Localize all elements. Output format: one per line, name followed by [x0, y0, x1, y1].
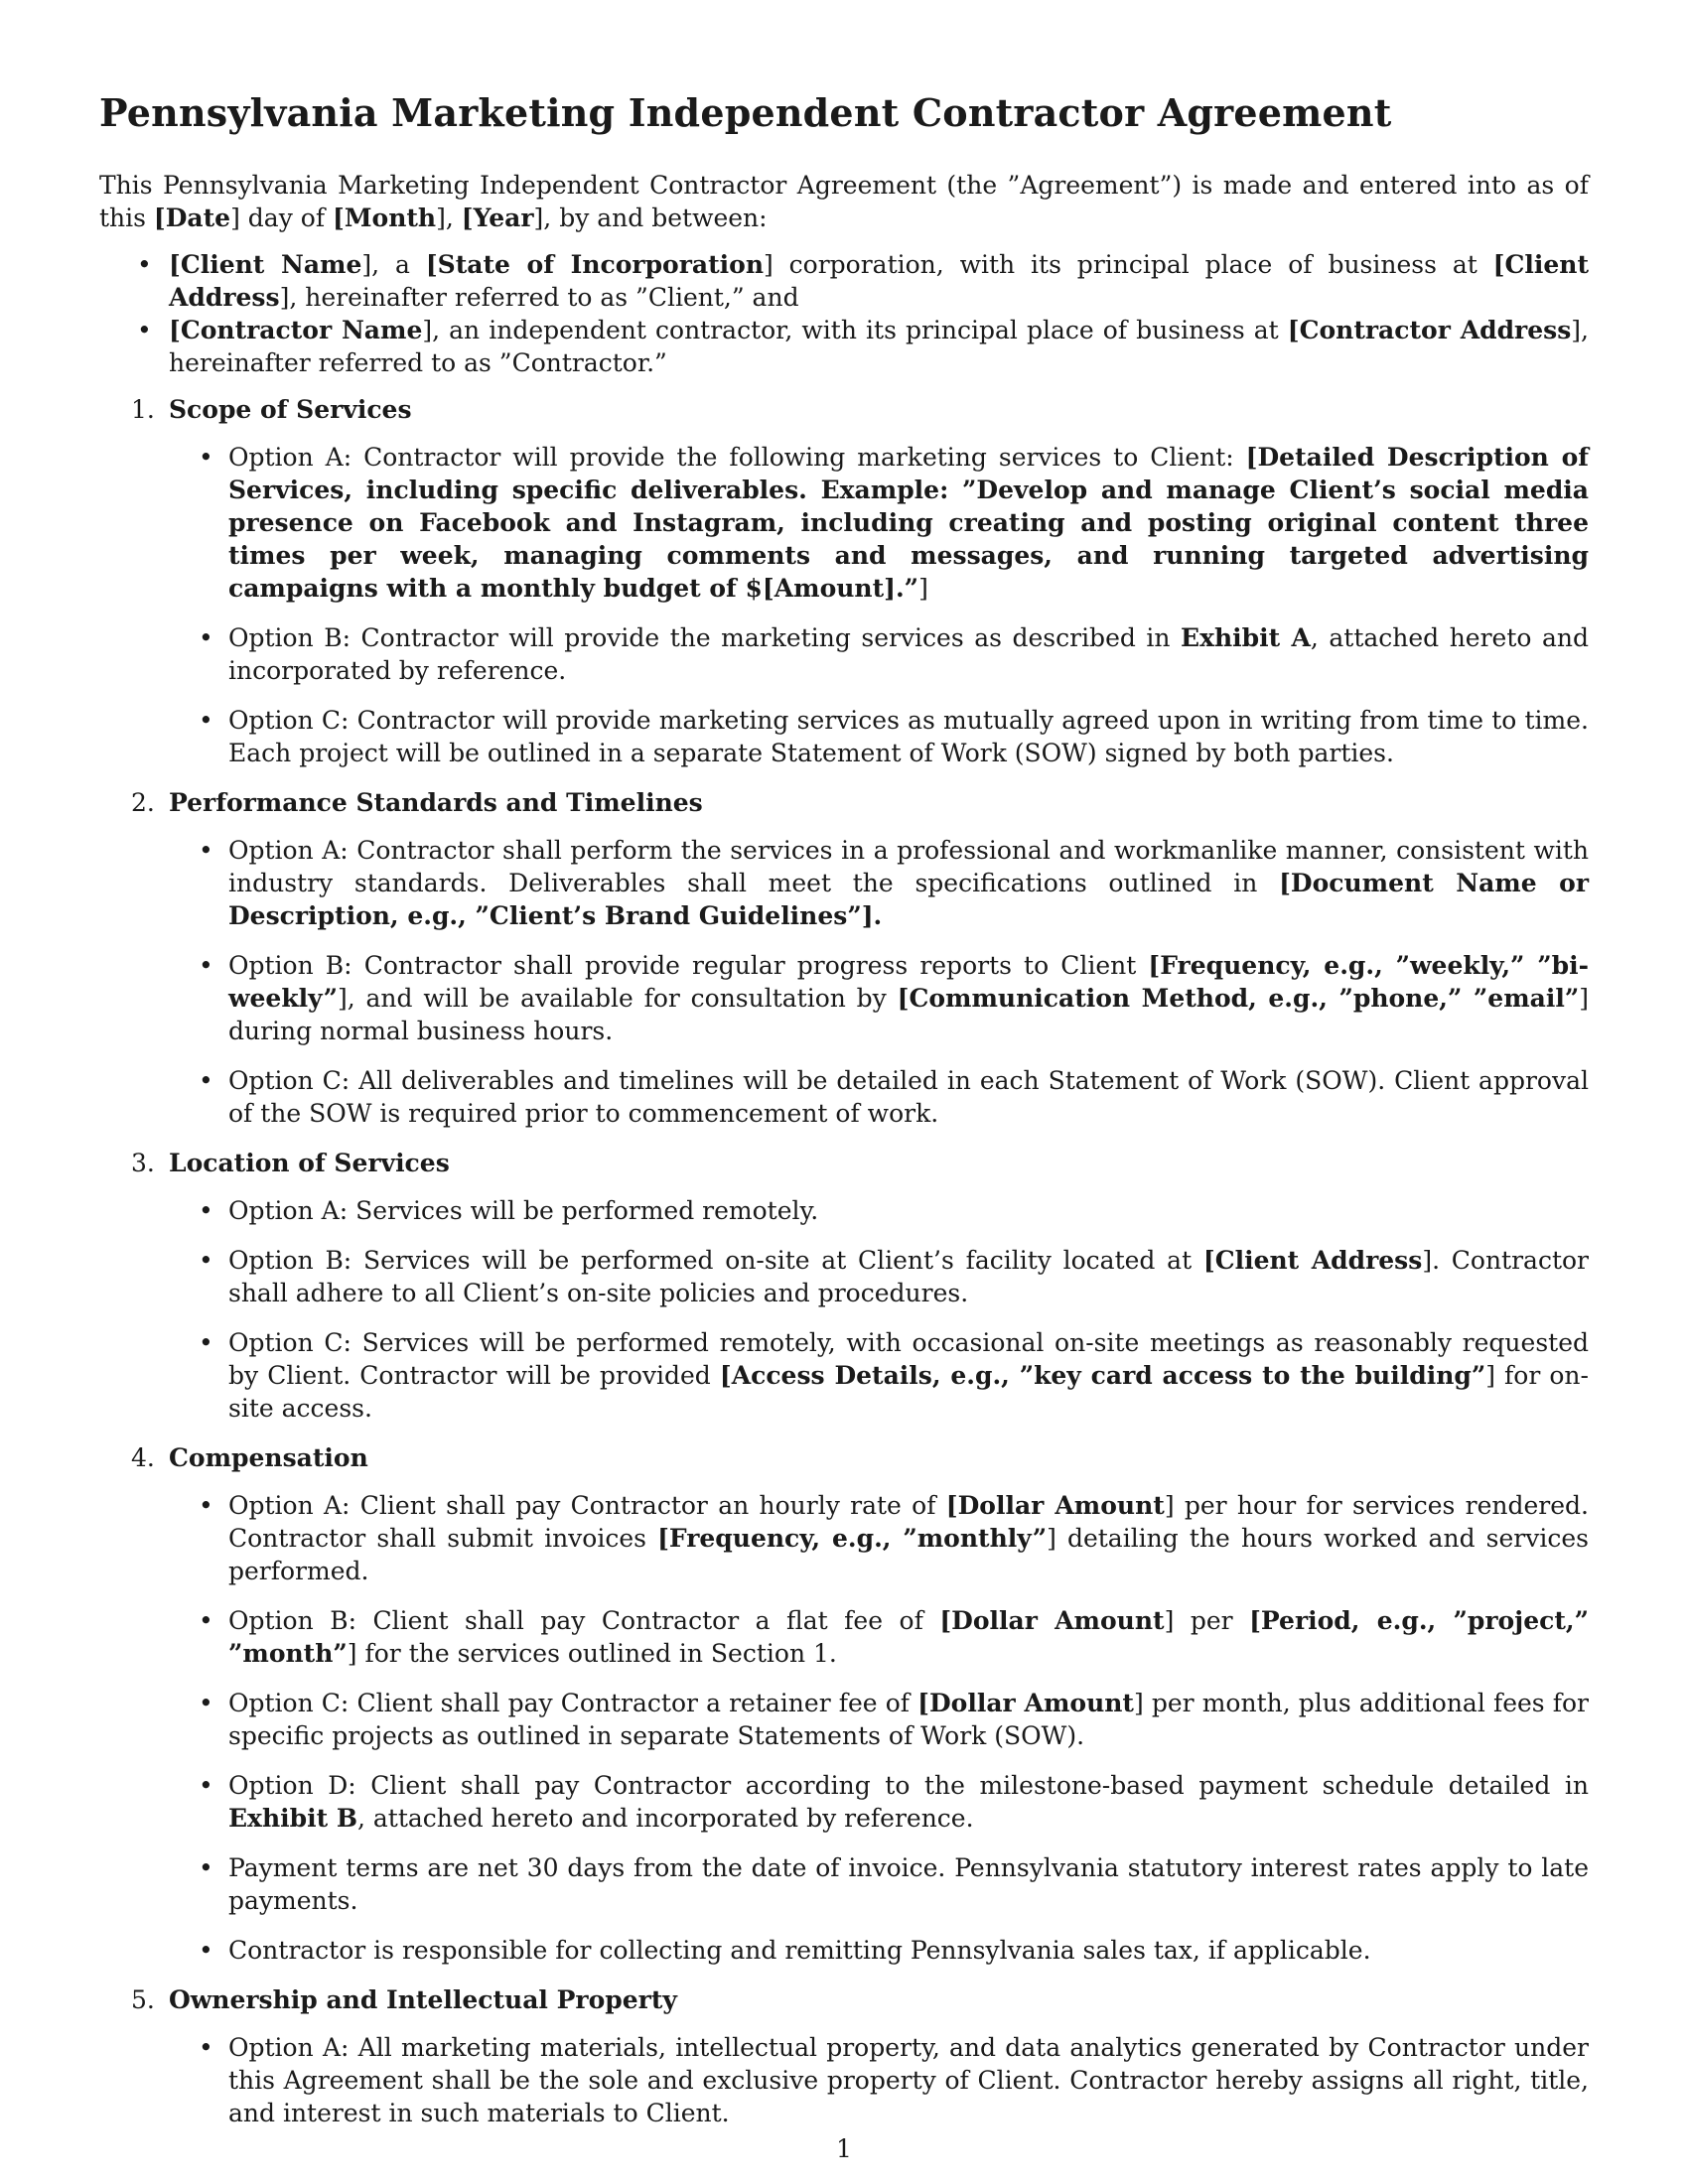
parties-list	[99, 248, 1589, 379]
options-list	[169, 1489, 1589, 1967]
option-placeholder: [Frequency, e.g., ”monthly”	[657, 1524, 1048, 1553]
option-text: Option B: Contractor will provide the marketing services as described in	[228, 623, 1182, 652]
year-placeholder: [Year	[461, 204, 534, 232]
month-placeholder: [Month	[333, 204, 437, 232]
intro-text: ], by and between:	[533, 204, 768, 232]
option-text: , attached hereto and incorporated by reference.	[357, 1804, 974, 1833]
section-title: Performance Standards and Timelines	[169, 788, 703, 817]
option-placeholder: [Detailed Description of Services, including specific deliverables. Example: ”Develop and manage Client’s social media presence on Facebook and Instagram, including creating and posting original content three times per week, managing comments and messages, and running targeted advertising campaigns with a monthly budget of $[Amount].”	[228, 443, 1589, 603]
option-text: Option B: Services will be performed on-site at Client’s facility located at	[228, 1246, 1203, 1275]
option-placeholder: [Dollar Amount	[939, 1606, 1165, 1635]
intro-text: ] day of	[230, 204, 334, 232]
section-location-of-services	[131, 1147, 1589, 1425]
option-text: ] during normal business hours.	[228, 984, 1589, 1045]
option-item	[228, 1194, 1589, 1227]
option-placeholder: [Frequency, e.g., ”weekly,” ”bi-weekly”	[228, 951, 1589, 1013]
exhibit-reference: Exhibit A	[1181, 623, 1311, 652]
options-list	[169, 2031, 1589, 2129]
options-list	[169, 1194, 1589, 1425]
exhibit-reference: Exhibit B	[228, 1804, 357, 1833]
option-item	[228, 1769, 1589, 1835]
section-scope-of-services	[131, 393, 1589, 769]
option-placeholder: [Communication Method, e.g., ”phone,” ”email”	[897, 984, 1580, 1013]
party-text: ], an independent contractor, with its principal place of business at	[422, 316, 1288, 344]
intro-text: ],	[436, 204, 462, 232]
option-placeholder: [Dollar Amount	[945, 1491, 1165, 1520]
option-item	[228, 621, 1589, 687]
option-text: ], and will be available for consultation by	[337, 984, 898, 1013]
option-text: ] for the services outlined in Section 1.	[347, 1639, 837, 1668]
option-text: Option D: Client shall pay Contractor according to the milestone-based payment schedule detailed in	[228, 1771, 1589, 1800]
section-title: Compensation	[169, 1443, 368, 1472]
client-name-placeholder: [Client Name	[169, 250, 362, 279]
document-title: Pennsylvania Marketing Independent Contractor Agreement	[99, 90, 1392, 135]
section-title: Ownership and Intellectual Property	[169, 1985, 677, 2014]
option-item	[228, 1934, 1589, 1967]
section-title: Scope of Services	[169, 395, 412, 424]
party-contractor	[169, 314, 1589, 379]
client-address-placeholder: [Client Address	[169, 250, 1590, 312]
section-title: Location of Services	[169, 1149, 450, 1177]
option-placeholder: [Dollar Amount	[917, 1689, 1134, 1717]
party-text: ], a	[361, 250, 426, 279]
option-text: Contractor is responsible for collecting and remitting Pennsylvania sales tax, if applicable.	[228, 1936, 1371, 1965]
option-text: Option A: Client shall pay Contractor an hourly rate of	[228, 1491, 946, 1520]
option-text: Option C: Contractor will provide marketing services as mutually agreed upon in writing from time to time. Each project will be outlined in a separate Statement of Work (SOW) signed by both parties.	[228, 706, 1589, 767]
option-text: , attached hereto and incorporated by reference.	[228, 623, 1589, 685]
option-item	[228, 1244, 1589, 1309]
sections-list	[99, 393, 1589, 2129]
section-number: 5.	[131, 1985, 155, 2014]
section-performance-standards	[131, 786, 1590, 1130]
option-item	[228, 1687, 1589, 1752]
option-item	[228, 1851, 1589, 1917]
option-item	[228, 1489, 1589, 1587]
section-number: 4.	[131, 1443, 155, 1472]
section-number: 3.	[131, 1149, 155, 1177]
section-number: 2.	[131, 788, 155, 817]
option-item	[228, 834, 1589, 932]
option-placeholder: [Document Name or Description, e.g., ”Client’s Brand Guidelines”].	[228, 869, 1590, 930]
intro-text: This Pennsylvania Marketing Independent Contractor Agreement (the ”Agreement”) is made and entered into as of this	[99, 171, 1589, 232]
option-text: ]	[918, 574, 928, 603]
option-text: ]. Contractor shall adhere to all Client’s on-site policies and procedures.	[228, 1246, 1589, 1307]
option-item	[228, 1064, 1589, 1130]
options-list	[169, 834, 1589, 1130]
option-item	[228, 704, 1589, 769]
option-placeholder: [Client Address	[1202, 1246, 1423, 1275]
options-list	[169, 441, 1589, 769]
option-text: Option C: Client shall pay Contractor a retainer fee of	[228, 1689, 918, 1717]
section-number: 1.	[131, 395, 155, 424]
option-text: ] detailing the hours worked and services performed.	[228, 1524, 1589, 1585]
option-placeholder: [Period, e.g., ”project,” ”month”	[228, 1606, 1589, 1668]
option-placeholder: [Access Details, e.g., ”key card access to the building”	[719, 1361, 1486, 1390]
option-item	[228, 441, 1589, 605]
section-compensation	[131, 1441, 1589, 1967]
contractor-address-placeholder: [Contractor Address	[1287, 316, 1572, 344]
option-text: Option A: All marketing materials, intellectual property, and data analytics generated by Contractor under this Agreement shall be the sole and exclusive property of Client. Contractor hereby assigns all right, title, and interest in such materials to Client.	[228, 2033, 1589, 2127]
option-text: ] per	[1164, 1606, 1250, 1635]
option-text: Option C: All deliverables and timelines will be detailed in each Statement of Work (SOW). Client approval of the SOW is required prior to commencement of work.	[228, 1066, 1589, 1128]
party-client	[169, 248, 1589, 314]
option-text: ] for on-site access.	[228, 1361, 1589, 1423]
option-text: Option B: Contractor shall provide regular progress reports to Client	[228, 951, 1149, 980]
option-item	[228, 949, 1589, 1047]
option-text: Option C: Services will be performed remotely, with occasional on-site meetings as reasonably requested by Client. Contractor will be provided	[228, 1328, 1589, 1390]
party-text: ], hereinafter referred to as ”Client,” and	[279, 283, 799, 312]
option-item	[228, 1604, 1589, 1670]
state-placeholder: [State of Incorporation	[425, 250, 765, 279]
option-text: Option B: Client shall pay Contractor a flat fee of	[228, 1606, 940, 1635]
option-item	[228, 1326, 1589, 1425]
party-text: ] corporation, with its principal place of business at	[764, 250, 1493, 279]
party-text: ], hereinafter referred to as ”Contractor.”	[169, 316, 1589, 377]
document-page	[99, 87, 1589, 2146]
intro-paragraph	[99, 169, 1589, 234]
option-text: Payment terms are net 30 days from the date of invoice. Pennsylvania statutory interest rates apply to late payments.	[228, 1853, 1589, 1915]
option-item	[228, 2031, 1589, 2129]
contractor-name-placeholder: [Contractor Name	[169, 316, 423, 344]
option-text: ] per hour for services rendered. Contractor shall submit invoices	[228, 1491, 1589, 1553]
page-number: 1	[836, 2134, 852, 2163]
option-text: Option A: Services will be performed remotely.	[228, 1196, 819, 1225]
section-ownership-ip	[131, 1983, 1589, 2129]
option-text: Option A: Contractor will provide the following marketing services to Client:	[228, 443, 1246, 472]
option-text: ] per month, plus additional fees for specific projects as outlined in separate Statements of Work (SOW).	[228, 1689, 1589, 1750]
date-placeholder: [Date	[153, 204, 231, 232]
option-text: Option A: Contractor shall perform the services in a professional and workmanlike manner, consistent with industry standards. Deliverables shall meet the specifications outlined in	[228, 836, 1589, 897]
